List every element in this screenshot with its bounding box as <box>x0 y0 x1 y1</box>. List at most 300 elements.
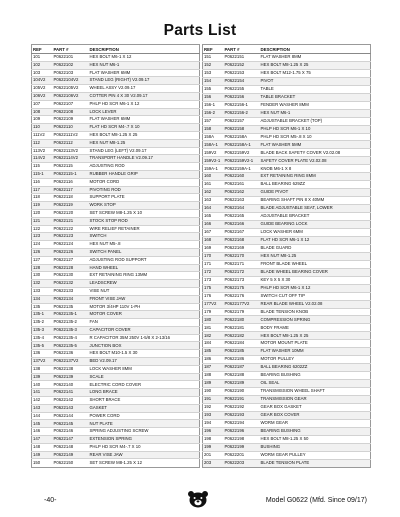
ref-cell: 135-2 <box>32 319 53 327</box>
description-cell: REAR BLADE WHEEL V2.02.08 <box>260 300 371 308</box>
part-number-cell: P0622152 <box>224 61 260 69</box>
part-number-cell: P0622158 <box>224 125 260 133</box>
ref-cell: 113V2 <box>32 147 53 155</box>
description-cell: WORM GEAR <box>260 419 371 427</box>
table-row <box>32 69 200 77</box>
part-number-cell: P0622111V2 <box>53 131 89 139</box>
ref-cell: 120 <box>32 209 53 217</box>
table-row <box>203 228 371 236</box>
part-number-cell: P0622156-2 <box>224 109 260 117</box>
table-row <box>32 139 200 147</box>
description-cell: LEADSCREW <box>89 280 200 288</box>
description-cell: SET SCREW M8-1.25 X 10 <box>89 209 200 217</box>
description-cell: TABLE BRACKET <box>260 93 371 101</box>
part-number-cell: P0622135-3 <box>53 326 89 334</box>
ref-cell: 109 <box>32 116 53 124</box>
part-number-cell: P0622196 <box>224 427 260 435</box>
ref-cell: 121 <box>32 217 53 225</box>
ref-cell: 189 <box>203 380 224 388</box>
ref-cell: 166 <box>203 221 224 229</box>
table-row <box>203 77 371 85</box>
ref-cell: 149 <box>32 451 53 459</box>
description-cell: BLADE TENSION PLATE <box>260 459 371 467</box>
description-cell: MOTOR 3/4HP 110V 1-PH <box>89 303 200 311</box>
description-cell: BODY FRAME <box>260 324 371 332</box>
parts-table-right-body <box>203 54 371 468</box>
part-number-cell: P0622138 <box>53 365 89 373</box>
description-cell: ELECTRIC CORD COVER <box>89 381 200 389</box>
description-cell: FRONT BLADE WHEEL <box>260 260 371 268</box>
part-number-cell: P0622106V2 <box>53 92 89 100</box>
part-number-cell: P0622103 <box>53 69 89 77</box>
table-row <box>32 147 200 155</box>
ref-cell: 133 <box>32 287 53 295</box>
table-header-row <box>203 45 371 54</box>
description-cell: EXT RETAINING RING 8MM <box>260 173 371 181</box>
table-row <box>203 308 371 316</box>
table-row <box>32 365 200 373</box>
part-number-cell: P0622184 <box>224 340 260 348</box>
description-cell: PHLP HD SCR M6-1 X 10 <box>260 125 371 133</box>
part-number-cell: P0622158A <box>224 133 260 141</box>
description-cell: BEARING BUSHING <box>260 372 371 380</box>
ref-cell: 156-1 <box>203 101 224 109</box>
description-cell: ADJUSTABLE BRACKET <box>260 213 371 221</box>
description-cell: BED V2.09.17 <box>89 358 200 366</box>
table-row <box>203 109 371 117</box>
part-number-cell: P0622167 <box>224 228 260 236</box>
table-row <box>32 326 200 334</box>
parts-table-left <box>31 44 200 468</box>
description-cell: BLADE TENSION KNOB <box>260 308 371 316</box>
part-number-cell: P0622119 <box>53 202 89 210</box>
table-row <box>203 173 371 181</box>
table-row <box>32 178 200 186</box>
part-number-cell: P0622151 <box>224 54 260 62</box>
ref-cell: 119 <box>32 202 53 210</box>
ref-cell: 159V2-1 <box>203 157 224 165</box>
ref-cell: 114V2 <box>32 155 53 163</box>
part-number-cell: P0622130 <box>53 272 89 280</box>
part-number-cell: P0622159V2-1 <box>224 157 260 165</box>
ref-cell: 116 <box>32 178 53 186</box>
table-row <box>32 186 200 194</box>
table-row <box>203 213 371 221</box>
table-row <box>203 85 371 93</box>
table-row <box>203 403 371 411</box>
table-row <box>203 197 371 205</box>
part-number-cell: P0622198 <box>224 435 260 443</box>
table-row <box>32 100 200 108</box>
description-cell: SET SCREW M8-1.25 X 12 <box>89 459 200 468</box>
ref-header: REF <box>203 45 224 54</box>
table-row <box>203 459 371 467</box>
description-cell: ADJUSTABLE BRACKET (TOP) <box>260 117 371 125</box>
part-number-cell: P0622164 <box>224 205 260 213</box>
table-row <box>32 256 200 264</box>
table-row <box>203 205 371 213</box>
ref-cell: 158A <box>203 133 224 141</box>
table-row <box>32 233 200 241</box>
bear-logo-icon <box>187 490 209 508</box>
table-row <box>32 436 200 444</box>
table-row <box>32 373 200 381</box>
table-row <box>203 340 371 348</box>
model-label: Model G0622 (Mfd. Since 09/17) <box>265 497 367 504</box>
table-row <box>32 451 200 459</box>
ref-cell: 203 <box>203 459 224 467</box>
ref-cell: 103 <box>32 69 53 77</box>
ref-cell: 172 <box>203 268 224 276</box>
ref-cell: 135-5 <box>32 342 53 350</box>
part-number-cell: P0622140 <box>53 381 89 389</box>
part-number-cell: P0622150 <box>53 459 89 468</box>
ref-cell: 196 <box>203 427 224 435</box>
table-row <box>32 209 200 217</box>
table-row <box>32 77 200 85</box>
part-number-cell: P0622194 <box>224 419 260 427</box>
part-number-cell: P0622172 <box>224 268 260 276</box>
ref-cell: 192 <box>203 403 224 411</box>
ref-cell: 101 <box>32 54 53 62</box>
description-cell: PHLP HD SCR M6-1 X 12 <box>260 284 371 292</box>
part-number-cell: P0622201 <box>224 451 260 459</box>
description-cell: SCALE <box>89 373 200 381</box>
description-cell: WORK STOP <box>89 202 200 210</box>
description-cell: PIVOT <box>260 77 371 85</box>
ref-cell: 102 <box>32 61 53 69</box>
ref-cell: 126 <box>32 248 53 256</box>
part-number-cell: P0622165 <box>224 213 260 221</box>
ref-cell: 162 <box>203 189 224 197</box>
table-row <box>203 61 371 69</box>
ref-cell: 135-3 <box>32 326 53 334</box>
table-row <box>32 443 200 451</box>
description-cell: BALL BEARING 629ZZ <box>260 181 371 189</box>
part-number-cell: P0622132 <box>53 280 89 288</box>
part-number-cell: P0622153 <box>224 69 260 77</box>
ref-cell: 107 <box>32 100 53 108</box>
ref-cell: 150 <box>32 459 53 468</box>
description-cell: FLAT HD SCR M4-.7 X 10 <box>89 124 200 132</box>
table-row <box>32 350 200 358</box>
table-row <box>203 443 371 451</box>
description-cell: FLAT WASHER 6MM <box>89 69 200 77</box>
table-row <box>32 358 200 366</box>
ref-cell: 158A-1 <box>203 141 224 149</box>
table-row <box>32 389 200 397</box>
ref-cell: 123 <box>32 233 53 241</box>
part-number-cell: P0622118 <box>53 194 89 202</box>
part-number-cell: P0622117 <box>53 186 89 194</box>
description-cell: BLADE GUARD <box>260 244 371 252</box>
table-row <box>32 85 200 93</box>
ref-cell: 187 <box>203 364 224 372</box>
description-cell: WHEEL ASSY V2.09.17 <box>89 85 200 93</box>
part-number-cell: P0622139 <box>53 373 89 381</box>
ref-cell: 177V2 <box>203 300 224 308</box>
ref-cell: 146 <box>32 428 53 436</box>
table-row <box>32 61 200 69</box>
ref-cell: 137V2 <box>32 358 53 366</box>
part-number-cell: P0622166 <box>224 221 260 229</box>
ref-cell: 144 <box>32 412 53 420</box>
ref-cell: 170 <box>203 252 224 260</box>
table-row <box>203 236 371 244</box>
ref-cell: 141 <box>32 389 53 397</box>
part-number-cell: P0622161 <box>224 181 260 189</box>
table-row <box>203 388 371 396</box>
table-row <box>32 272 200 280</box>
description-cell: HEX NUT M8-1.25 <box>260 252 371 260</box>
part-number-cell: P0622159V2 <box>224 149 260 157</box>
ref-cell: 169 <box>203 244 224 252</box>
table-row <box>32 155 200 163</box>
part-number-cell: P0622169 <box>224 244 260 252</box>
ref-cell: 134 <box>32 295 53 303</box>
description-cell: SUPPORT PLATE <box>89 194 200 202</box>
description-cell: TRANSPORT HANDLE V2.09.17 <box>89 155 200 163</box>
table-row <box>203 292 371 300</box>
description-cell: HEX NUT M6-1 <box>89 61 200 69</box>
ref-cell: 188 <box>203 372 224 380</box>
ref-cell: 168 <box>203 236 224 244</box>
description-cell: GEAR BOX GASKET <box>260 403 371 411</box>
description-cell: FLAT WASHER 6MM <box>89 116 200 124</box>
table-row <box>32 92 200 100</box>
description-cell: GASKET <box>89 404 200 412</box>
ref-cell: 176 <box>203 292 224 300</box>
ref-cell: 199 <box>203 443 224 451</box>
part-number-cell: P0622177V2 <box>224 300 260 308</box>
part-number-cell: P0622186 <box>224 356 260 364</box>
part-number-cell: P0622144 <box>53 412 89 420</box>
description-cell: BALL BEARING 6202ZZ <box>260 364 371 372</box>
ref-cell: 111V2 <box>32 131 53 139</box>
ref-cell: 117 <box>32 186 53 194</box>
table-row <box>203 324 371 332</box>
part-number-cell: P0622123 <box>53 233 89 241</box>
table-row <box>203 332 371 340</box>
description-cell: SWITCH CUT OFF TIP <box>260 292 371 300</box>
description-cell: GUIDE PIVOT <box>260 189 371 197</box>
description-cell: KEY 5 X 5 X 30 <box>260 276 371 284</box>
table-row <box>32 108 200 116</box>
description-cell: TABLE <box>260 85 371 93</box>
parts-table-right <box>202 44 371 468</box>
ref-cell: 155 <box>203 85 224 93</box>
description-header: DESCRIPTION <box>260 45 371 54</box>
ref-cell: 186 <box>203 356 224 364</box>
description-cell: REAR VISE JAW <box>89 451 200 459</box>
ref-cell: 106V2 <box>32 92 53 100</box>
description-cell: LONG BRACE <box>89 389 200 397</box>
table-row <box>203 117 371 125</box>
table-row <box>32 404 200 412</box>
part-number-cell: P0622149 <box>53 451 89 459</box>
ref-cell: 122 <box>32 225 53 233</box>
ref-cell: 194 <box>203 419 224 427</box>
part-number-cell: P0622120 <box>53 209 89 217</box>
part-number-cell: P0622190 <box>224 388 260 396</box>
table-row <box>203 348 371 356</box>
description-cell: SAFETY COVER PLATE V2.02.08 <box>260 157 371 165</box>
ref-cell: 138 <box>32 365 53 373</box>
table-row <box>203 372 371 380</box>
part-number-cell: P0622191 <box>224 395 260 403</box>
table-row <box>32 241 200 249</box>
part-number-cell: P0622188 <box>224 372 260 380</box>
ref-cell: 156 <box>203 93 224 101</box>
part-number-cell: P0622176 <box>224 292 260 300</box>
table-row <box>32 280 200 288</box>
table-row <box>203 364 371 372</box>
ref-cell: 152 <box>203 61 224 69</box>
table-row <box>32 170 200 178</box>
description-cell: HEX BOLT M10-1.5 X 30 <box>89 350 200 358</box>
part-number-cell: P0622146 <box>53 428 89 436</box>
ref-cell: 130 <box>32 272 53 280</box>
ref-cell: 145 <box>32 420 53 428</box>
table-row <box>32 131 200 139</box>
part-number-cell: P0622156-1 <box>224 101 260 109</box>
description-cell: VISE NUT <box>89 287 200 295</box>
description-cell: SWITCH PANEL <box>89 248 200 256</box>
part-number-cell: P0622159A-1 <box>224 165 260 173</box>
table-row <box>203 435 371 443</box>
ref-cell: 112 <box>32 139 53 147</box>
ref-cell: 124 <box>32 241 53 249</box>
description-cell: CAPACITOR COVER <box>89 326 200 334</box>
part-number-cell: P0622142 <box>53 397 89 405</box>
part-number-cell: P0622112 <box>53 139 89 147</box>
description-cell: MOTOR PULLEY <box>260 356 371 364</box>
table-row <box>32 163 200 171</box>
table-row <box>32 459 200 468</box>
description-cell: RUBBER HANDLE GRIP <box>89 170 200 178</box>
description-cell: HAND WHEEL <box>89 264 200 272</box>
table-row <box>203 252 371 260</box>
table-row <box>32 225 200 233</box>
table-row <box>32 397 200 405</box>
description-cell: FLAT HD SCR M6-1 X 12 <box>260 236 371 244</box>
description-cell: HEX BOLT M12-1.75 X 75 <box>260 69 371 77</box>
ref-cell: 132 <box>32 280 53 288</box>
table-row <box>203 284 371 292</box>
table-row <box>32 217 200 225</box>
table-row <box>32 54 200 62</box>
description-cell: GUIDE BEARING LOCK <box>260 221 371 229</box>
table-row <box>32 412 200 420</box>
ref-cell: 180 <box>203 316 224 324</box>
description-cell: LOCK WASHER 6MM <box>260 228 371 236</box>
description-cell: PHLP HD SCR M6-1 X 12 <box>89 100 200 108</box>
description-cell: OIL SEAL <box>260 380 371 388</box>
part-number-cell: P0622193 <box>224 411 260 419</box>
description-cell: ADJUSTING ROD <box>89 163 200 171</box>
table-row <box>32 311 200 319</box>
ref-cell: 198 <box>203 435 224 443</box>
part-number-cell: P0622109 <box>53 116 89 124</box>
part-number-cell: P0622135-4 <box>53 334 89 342</box>
table-row <box>32 334 200 342</box>
description-cell: HEX BOLT M8-1.25 X 25 <box>260 332 371 340</box>
description-cell: HEX BOLT M6-1 X 12 <box>89 54 200 62</box>
table-row <box>32 381 200 389</box>
description-cell: BUSHING <box>260 443 371 451</box>
ref-cell: 175 <box>203 284 224 292</box>
ref-cell: 159A-1 <box>203 165 224 173</box>
table-row <box>203 54 371 62</box>
ref-cell: 128 <box>32 264 53 272</box>
description-cell: HEX NUT M6-1 <box>260 109 371 117</box>
part-number-cell: P0622141 <box>53 389 89 397</box>
description-header: DESCRIPTION <box>89 45 200 54</box>
ref-cell: 154 <box>203 77 224 85</box>
table-row <box>203 260 371 268</box>
description-cell: STAND LEG (RIGHT) V2.09.17 <box>89 77 200 85</box>
table-row <box>203 451 371 459</box>
table-row <box>203 427 371 435</box>
part-number-cell: P0622128 <box>53 264 89 272</box>
table-row <box>203 395 371 403</box>
table-row <box>32 264 200 272</box>
ref-cell: 151 <box>203 54 224 62</box>
description-cell: TRANSMISSION GEAR <box>260 395 371 403</box>
description-cell: BEARING SHAFT PIN 8 X 40MM <box>260 197 371 205</box>
table-row <box>32 428 200 436</box>
part-number-cell: P0622180 <box>224 316 260 324</box>
description-cell: ADJUSTING ROD SUPPORT <box>89 256 200 264</box>
table-row <box>203 300 371 308</box>
ref-cell: 142 <box>32 397 53 405</box>
description-cell: BLADE BACK SAFETY COVER V2.02.08 <box>260 149 371 157</box>
part-number-cell: P0622185 <box>224 348 260 356</box>
description-cell: HEX NUT M8-1.25 <box>89 139 200 147</box>
table-row <box>32 287 200 295</box>
part-number-cell: P0622199 <box>224 443 260 451</box>
ref-header: REF <box>32 45 53 54</box>
description-cell: WIRE RELIEF RETAINER <box>89 225 200 233</box>
description-cell: LOCK WASHER 8MM <box>89 365 200 373</box>
part-number-cell: P0622154 <box>224 77 260 85</box>
description-cell: PHLP HD SCR M4-.7 X 10 <box>89 443 200 451</box>
table-row <box>203 356 371 364</box>
description-cell: HEX NUT M5-.8 <box>89 241 200 249</box>
part-number-cell: P0622160 <box>224 173 260 181</box>
ref-cell: 104V2 <box>32 77 53 85</box>
description-cell: KNOB M6-1 X 8 <box>260 165 371 173</box>
table-row <box>32 248 200 256</box>
part-number-cell: P0622181 <box>224 324 260 332</box>
parts-tables <box>31 44 371 468</box>
ref-cell: 115 <box>32 163 53 171</box>
ref-cell: 165 <box>203 213 224 221</box>
description-cell: WORM GEAR PULLEY <box>260 451 371 459</box>
table-row <box>32 342 200 350</box>
ref-cell: 201 <box>203 451 224 459</box>
table-header-row <box>32 45 200 54</box>
part-number-cell: P0622107 <box>53 100 89 108</box>
ref-cell: 158 <box>203 125 224 133</box>
part-number-cell: P0622155 <box>224 85 260 93</box>
part-number-cell: P0622134 <box>53 295 89 303</box>
part-number-cell: P0622187 <box>224 364 260 372</box>
part-number-cell: P0622175 <box>224 284 260 292</box>
table-row <box>203 133 371 141</box>
description-cell: MOTOR CORD <box>89 178 200 186</box>
part-number-cell: P0622108 <box>53 108 89 116</box>
